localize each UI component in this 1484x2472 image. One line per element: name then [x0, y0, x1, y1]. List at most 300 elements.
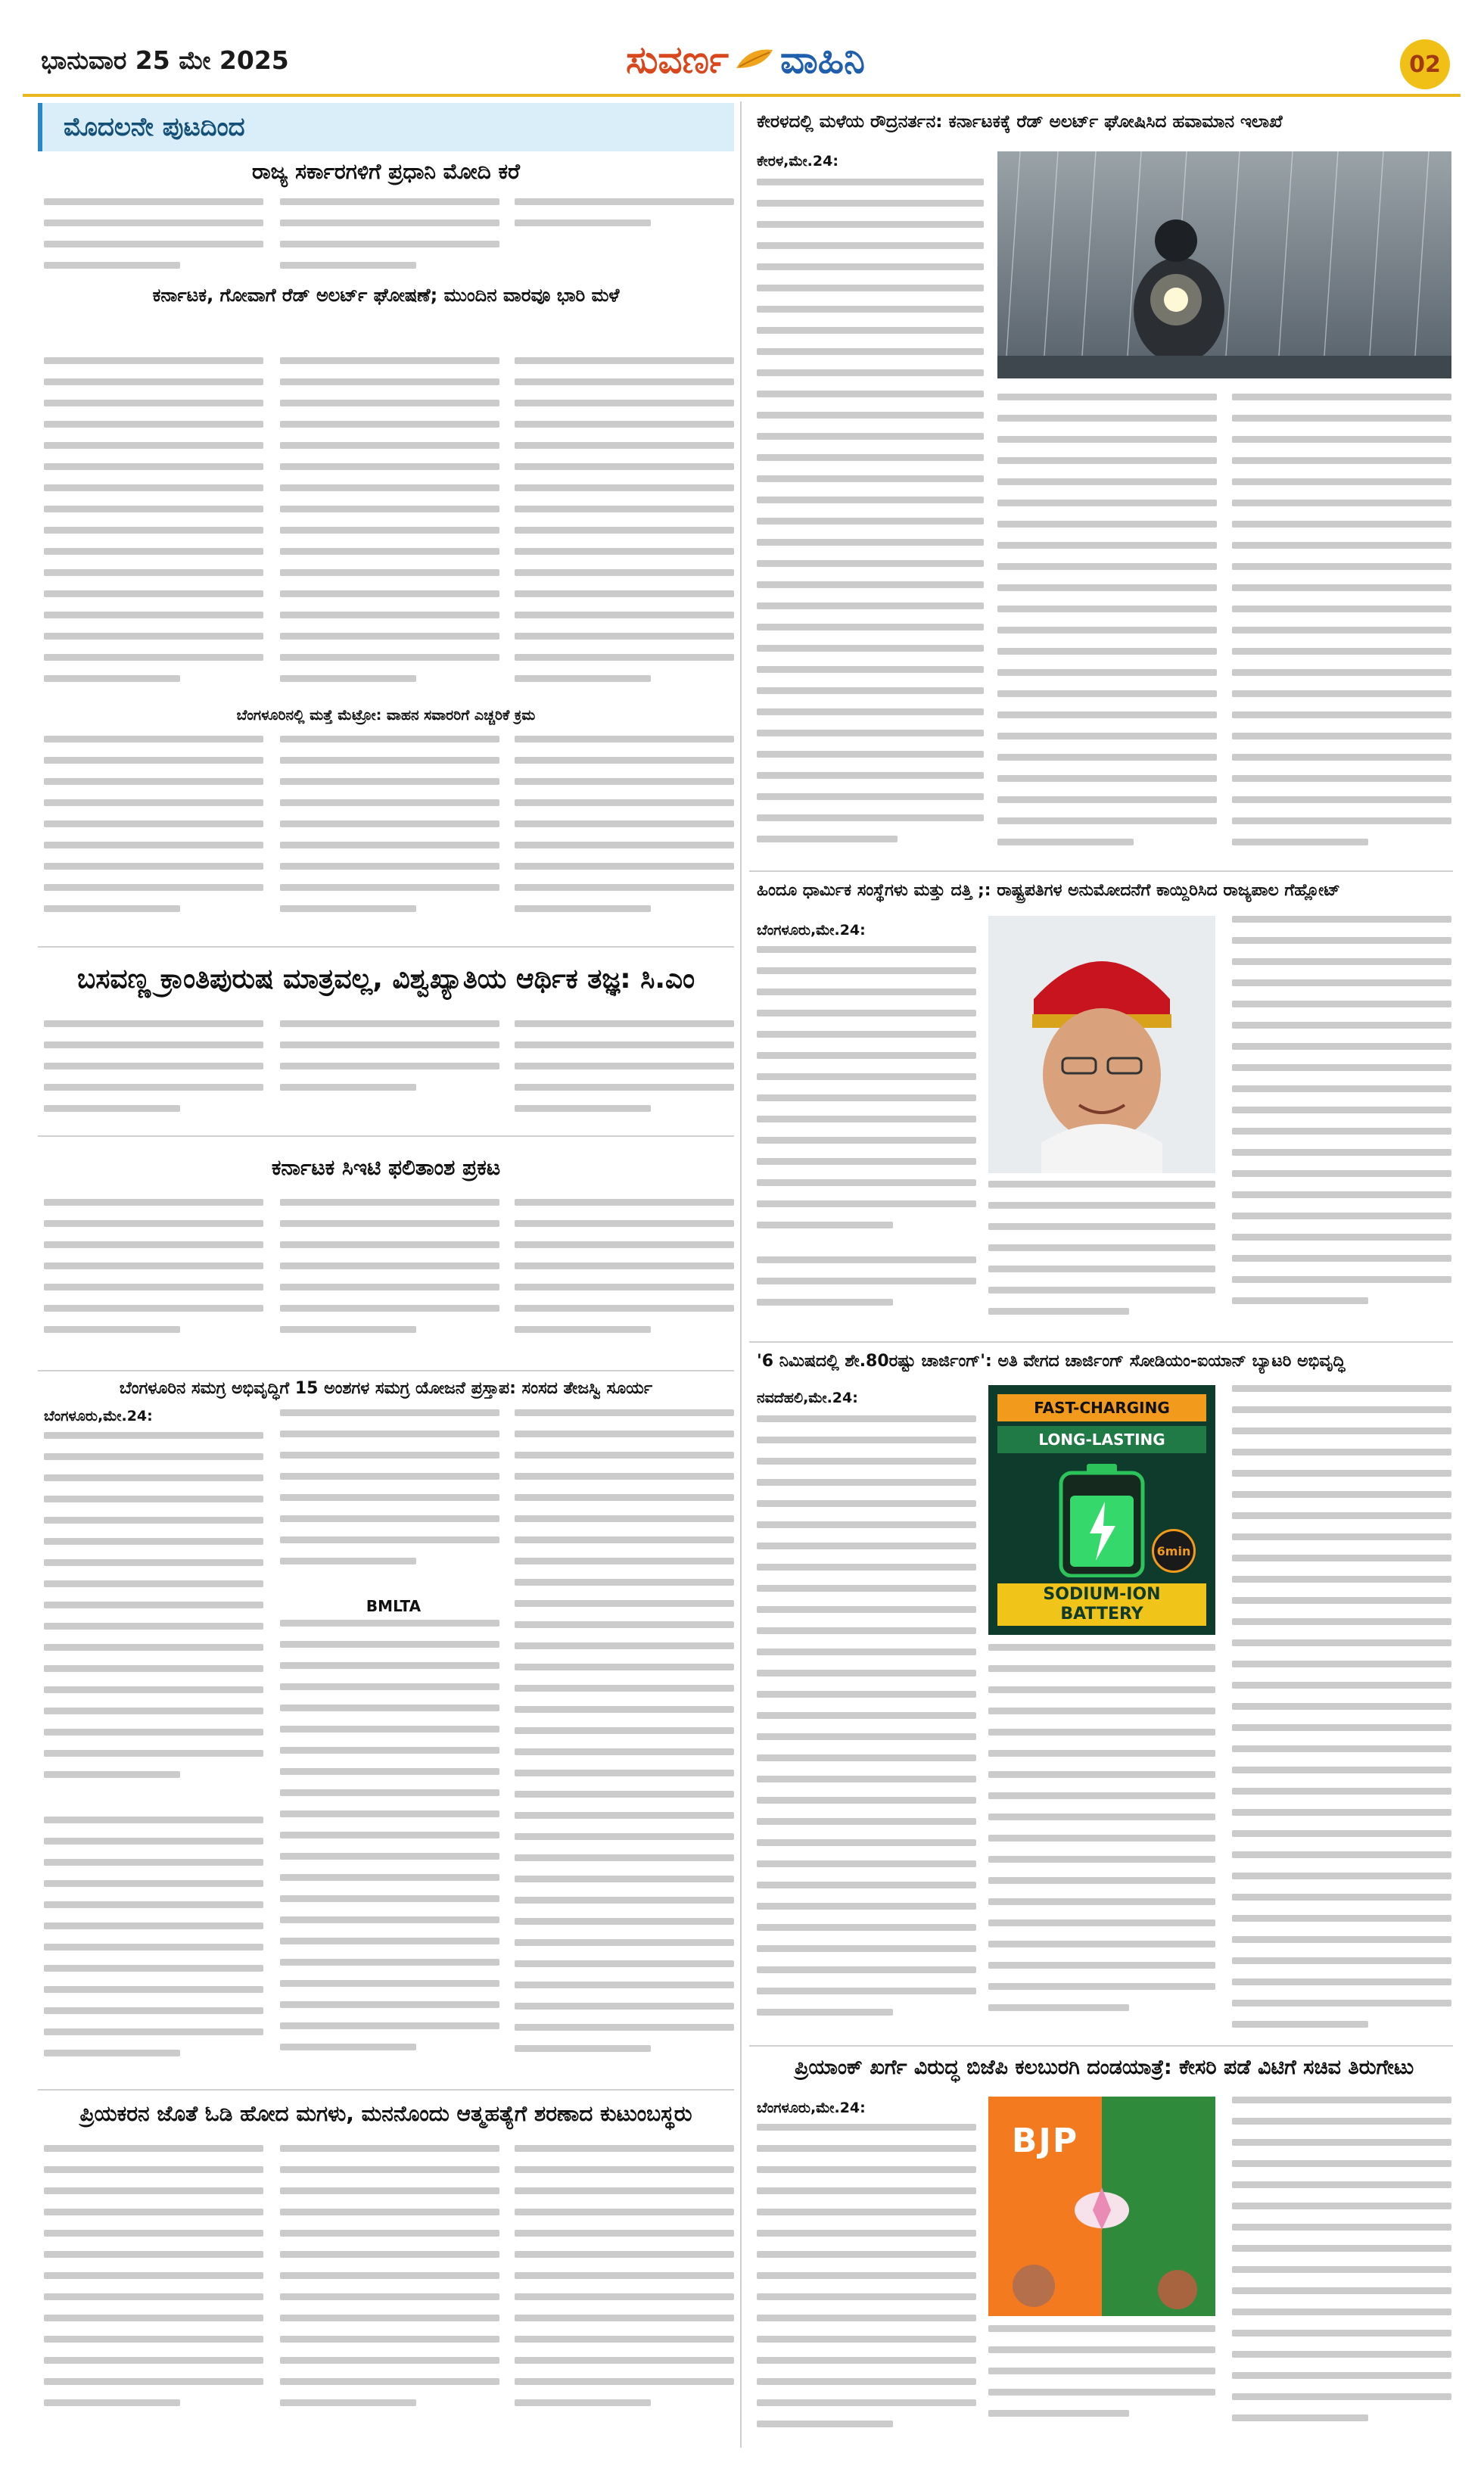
text-line [757, 1733, 976, 1740]
text-line [280, 1853, 499, 1860]
text-line [757, 539, 984, 546]
text-line [757, 221, 984, 228]
text-line [1232, 1957, 1451, 1964]
bjp-flag-letters: BJP [1011, 2122, 1079, 2160]
text-line [280, 1409, 499, 1416]
text-line [757, 327, 984, 334]
text-line [280, 1641, 499, 1648]
rain-motorcycle-photo [997, 151, 1451, 378]
text-line [997, 606, 1217, 612]
text-line [757, 1818, 976, 1825]
text-line [280, 2145, 499, 2152]
text-line [997, 711, 1217, 718]
text-line [997, 415, 1217, 422]
article-headline: ಪ್ರಿಯಾಂಕ್ ಖರ್ಗೆ ವಿರುದ್ಧ ಬಿಜೆಪಿ ಕಲಬುರಗಿ ದಂಡಯಾತ್ರೆ: ಕೇಸರಿ ಪಡೆ ವಿಟಿಗೆ ಸಚಿವ ತಿರುಗೇಟು [795, 2056, 1414, 2079]
text-line [1232, 1639, 1451, 1646]
bjp-flag-photo [988, 2097, 1215, 2316]
text-line [757, 2399, 976, 2406]
text-line [757, 1256, 976, 1263]
text-line [44, 1538, 263, 1545]
text-line [757, 1116, 976, 1122]
text-line [280, 2209, 499, 2215]
article-dateline: ಬೆಂಗಳೂರು,ಮೇ.24: [757, 922, 866, 939]
text-line [280, 736, 499, 743]
text-line [757, 518, 984, 525]
page-number-badge: 02 [1400, 39, 1450, 89]
text-line [280, 442, 499, 449]
text-line [44, 1305, 263, 1312]
article-text [280, 1199, 499, 1350]
text-line [515, 442, 734, 449]
text-line [44, 2315, 263, 2321]
article-text [280, 1620, 499, 2074]
text-line [44, 241, 263, 248]
text-line [757, 433, 984, 440]
text-line [280, 1536, 499, 1543]
text-line [515, 1642, 734, 1649]
article-text [757, 1415, 976, 2036]
text-line [44, 219, 263, 226]
text-line [44, 548, 263, 555]
text-line [1232, 1512, 1451, 1519]
text-line [280, 1705, 499, 1711]
text-line [515, 842, 734, 848]
text-line [280, 421, 499, 428]
text-line [515, 1791, 734, 1798]
text-line [757, 1945, 976, 1952]
text-line [997, 521, 1217, 528]
article-text [1232, 1385, 1451, 2036]
text-line [757, 1627, 976, 1634]
text-line [1232, 606, 1451, 612]
text-line [988, 2325, 1215, 2332]
text-line [757, 560, 984, 567]
text-line [280, 548, 499, 555]
text-line [44, 2378, 263, 2385]
text-line [757, 1521, 976, 1528]
text-line [515, 1579, 734, 1586]
text-line [757, 2293, 976, 2300]
text-line [280, 1620, 499, 1627]
text-line [1232, 958, 1451, 965]
text-line [997, 754, 1217, 761]
text-line [44, 1708, 263, 1714]
text-line [757, 2272, 976, 2279]
text-line [280, 1810, 499, 1817]
text-line [515, 1452, 734, 1459]
text-line [757, 2124, 976, 2131]
text-line [1232, 584, 1451, 591]
text-line [280, 2399, 416, 2406]
text-line [280, 1747, 499, 1754]
text-line [1232, 394, 1451, 400]
text-line [44, 820, 263, 827]
article-text [1232, 394, 1451, 863]
text-line [515, 675, 651, 682]
text-line [44, 1262, 263, 1269]
text-line [44, 569, 263, 576]
text-line [757, 666, 984, 673]
text-line [1232, 1001, 1451, 1007]
text-line [1232, 1830, 1451, 1837]
text-line [44, 1326, 180, 1333]
text-line [997, 690, 1217, 697]
text-line [515, 1960, 734, 1967]
text-line [280, 1832, 499, 1838]
text-line [280, 612, 499, 618]
logo-part2: ವಾಹಿನಿ [780, 37, 865, 82]
text-line [515, 484, 734, 491]
text-line [44, 1496, 263, 1502]
text-line [280, 590, 499, 597]
text-line [757, 2315, 976, 2321]
masthead [0, 0, 1484, 98]
text-line [997, 394, 1217, 400]
text-line [988, 1814, 1215, 1820]
text-line [44, 633, 263, 640]
text-line [988, 1771, 1215, 1778]
text-line [515, 421, 734, 428]
text-line [988, 1941, 1215, 1947]
text-line [1232, 457, 1451, 464]
text-line [1232, 2245, 1451, 2252]
text-line [280, 262, 416, 269]
text-line [1232, 1936, 1451, 1943]
text-line [1232, 1873, 1451, 1879]
article-text [280, 2145, 499, 2433]
text-line [515, 2357, 734, 2364]
text-line [1232, 2160, 1451, 2167]
article-headline: ರಾಜ್ಯ ಸರ್ಕಾರಗಳಿಗೆ ಪ್ರಧಾನಿ ಮೋದಿ ಕರೆ [251, 159, 521, 184]
text-line [515, 2272, 734, 2279]
text-line [1232, 839, 1368, 845]
text-line [997, 478, 1217, 485]
text-line [757, 1606, 976, 1613]
article-separator [38, 946, 734, 948]
text-line [280, 1220, 499, 1227]
text-line [515, 1063, 734, 1069]
text-line [44, 1965, 263, 1972]
text-line [1232, 2351, 1451, 2358]
text-line [997, 733, 1217, 739]
text-line [515, 1431, 734, 1437]
text-line [515, 1982, 734, 1988]
text-line [515, 219, 651, 226]
text-line [44, 2145, 263, 2152]
article-text [280, 357, 499, 698]
text-line [44, 1750, 263, 1757]
text-line [44, 2166, 263, 2173]
text-line [1232, 478, 1451, 485]
text-line [280, 1789, 499, 1796]
text-line [515, 757, 734, 764]
text-line [44, 905, 180, 912]
text-line [988, 1856, 1215, 1863]
text-line [988, 1665, 1215, 1672]
text-line [757, 1797, 976, 1804]
text-line [44, 884, 263, 891]
text-line [757, 687, 984, 694]
text-line [280, 1662, 499, 1669]
text-line [515, 1918, 734, 1925]
text-line [757, 967, 976, 974]
text-line [515, 2336, 734, 2343]
text-line [757, 2145, 976, 2152]
text-line [44, 2209, 263, 2215]
text-line [280, 1084, 416, 1091]
text-line [515, 463, 734, 470]
text-line [280, 569, 499, 576]
text-line [515, 357, 734, 364]
text-line [757, 1585, 976, 1592]
text-line [44, 2336, 263, 2343]
text-line [44, 198, 263, 205]
battery-tag-fast: FAST-CHARGING [997, 1394, 1206, 1421]
text-line [280, 198, 499, 205]
text-line [280, 1473, 499, 1480]
article-headline: ಬಸವಣ್ಣ ಕ್ರಾಂತಿಪುರುಷ ಮಾತ್ರವಲ್ಲ, ವಿಶ್ವಖ್ಯಾತಿಯ ಆರ್ಥಿಕ ತಜ್ಞ: ಸಿ.ಎಂ [76, 964, 695, 995]
text-line [1232, 1427, 1451, 1434]
text-line [515, 2187, 734, 2194]
text-line [515, 1262, 734, 1269]
text-line [1232, 916, 1451, 923]
text-line [988, 1792, 1215, 1799]
text-line [988, 1244, 1215, 1251]
text-line [988, 1266, 1215, 1272]
text-line [44, 1241, 263, 1248]
text-line [44, 1432, 263, 1439]
text-line [1232, 1788, 1451, 1795]
text-line [988, 1181, 1215, 1188]
text-line [757, 1073, 976, 1080]
column-divider [740, 101, 742, 2448]
article-text [44, 736, 263, 932]
text-line [988, 1898, 1215, 1905]
text-line [44, 612, 263, 618]
text-line [515, 2251, 734, 2258]
text-line [515, 1558, 734, 1564]
text-line [280, 820, 499, 827]
text-line [757, 1966, 976, 1973]
text-line [515, 548, 734, 555]
text-line [757, 1458, 976, 1465]
text-line [515, 1748, 734, 1755]
text-line [757, 454, 984, 461]
text-line [44, 1063, 263, 1069]
text-line [757, 602, 984, 609]
text-line [44, 1901, 263, 1908]
text-line [1232, 627, 1451, 634]
text-line [757, 1924, 976, 1931]
article-text [1232, 916, 1451, 1332]
text-line [1232, 2118, 1451, 2125]
text-line [988, 1644, 1215, 1651]
text-line [997, 839, 1134, 845]
text-line [44, 1922, 263, 1929]
text-line [44, 1517, 263, 1524]
text-line [515, 527, 734, 534]
text-line [44, 1559, 263, 1566]
text-line [757, 1670, 976, 1677]
text-line [280, 2336, 499, 2343]
text-line [757, 348, 984, 355]
text-line [1232, 2021, 1368, 2028]
text-line [280, 1241, 499, 1248]
text-line [757, 263, 984, 270]
text-line [515, 1199, 734, 1206]
text-line [44, 1665, 263, 1672]
text-line [757, 1437, 976, 1443]
text-line [1232, 1894, 1451, 1901]
article-dateline: ನವದೆಹಲಿ,ಮೇ.24: [757, 1390, 858, 1406]
text-line [280, 1683, 499, 1690]
text-line [997, 457, 1217, 464]
text-line [280, 863, 499, 870]
text-line [280, 1284, 499, 1290]
text-line [1232, 2372, 1451, 2379]
article-separator [38, 1135, 734, 1137]
article-text [988, 1644, 1215, 2038]
text-line [757, 391, 984, 397]
article-text [515, 1409, 734, 2075]
article-text [1232, 2097, 1451, 2437]
article-text [515, 1020, 734, 1119]
text-line [515, 1536, 734, 1543]
article-text [280, 1409, 499, 1591]
text-line [997, 563, 1217, 570]
text-line [44, 842, 263, 848]
article-text [515, 2145, 734, 2433]
text-line [515, 863, 734, 870]
text-line [515, 2293, 734, 2300]
text-line [44, 506, 263, 512]
text-line [280, 2230, 499, 2237]
text-line [44, 1020, 263, 1027]
text-line [1232, 2309, 1451, 2315]
text-line [44, 1284, 263, 1290]
text-line [757, 1137, 976, 1144]
article-text [757, 2124, 976, 2442]
text-line [757, 1094, 976, 1101]
text-line [280, 1938, 499, 1944]
text-line [515, 2145, 734, 2152]
article-headline: ಕೇರಳದಲ್ಲಿ ಮಳೆಯ ರೌದ್ರನರ್ತನ: ಕರ್ನಾಟಕಕ್ಕೆ ರೆಡ್ ಅಲರ್ಟ್ ಘೋಷಿಸಿದ ಹವಾಮಾನ ಇಲಾಖೆ [757, 112, 1283, 132]
text-line [280, 241, 499, 248]
text-line [280, 654, 499, 661]
text-line [515, 778, 734, 785]
text-line [997, 775, 1217, 782]
text-line [515, 2399, 651, 2406]
text-line [1232, 1809, 1451, 1816]
text-line [1232, 2139, 1451, 2146]
article-headline: '6 ನಿಮಿಷದಲ್ಲಿ ಶೇ.80ರಷ್ಟು ಚಾರ್ಜಿಂಗ್': ಅತಿ ವೇಗದ ಚಾರ್ಜಿಂಗ್ ಸೋಡಿಯಂ-ಐಯಾನ್ ಬ್ಯಾಟರಿ ಅಭಿವೃದ್ಧಿ [757, 1352, 1346, 1371]
text-line [757, 2230, 976, 2237]
text-line [1232, 1555, 1451, 1561]
text-line [280, 2251, 499, 2258]
text-line [280, 675, 416, 682]
text-line [1232, 1851, 1451, 1858]
text-line [515, 1770, 734, 1776]
text-line [515, 1939, 734, 1946]
text-line [280, 1305, 499, 1312]
text-line [515, 2045, 651, 2052]
text-line [988, 1223, 1215, 1230]
text-line [44, 1453, 263, 1460]
text-line [515, 1284, 734, 1290]
leaf-icon [733, 45, 776, 74]
text-line [1232, 2266, 1451, 2273]
text-line [44, 2050, 180, 2056]
text-line [44, 2272, 263, 2279]
text-line [988, 1729, 1215, 1736]
text-line [44, 675, 180, 682]
article-separator [749, 2045, 1453, 2047]
text-line [1232, 1191, 1451, 1198]
text-line [280, 1959, 499, 1966]
text-line [280, 1020, 499, 1027]
text-line [757, 1179, 976, 1186]
text-line [44, 262, 180, 269]
text-line [44, 1944, 263, 1951]
text-line [988, 2004, 1129, 2011]
text-line [1232, 1576, 1451, 1583]
article-separator [38, 1370, 734, 1371]
text-line [757, 708, 984, 715]
text-line [515, 2315, 734, 2321]
text-line [988, 1750, 1215, 1757]
text-line [280, 378, 499, 385]
text-line [515, 1515, 734, 1522]
article-separator [749, 870, 1453, 872]
text-line [1232, 711, 1451, 718]
text-line [1232, 521, 1451, 528]
text-line [757, 1031, 976, 1038]
battery-icon [1056, 1464, 1147, 1577]
text-line [757, 2009, 893, 2016]
text-line [997, 796, 1217, 803]
text-line [997, 627, 1217, 634]
text-line [997, 648, 1217, 655]
text-line [988, 1983, 1215, 1990]
article-text [44, 2145, 263, 2433]
article-headline: ಕರ್ನಾಟಕ ಸಿಇಟಿ ಫಲಿತಾಂಶ ಪ್ರಕಟ [271, 1155, 501, 1180]
text-line [44, 1041, 263, 1048]
text-line [988, 1686, 1215, 1693]
text-line [515, 799, 734, 806]
text-line [44, 2293, 263, 2300]
text-line [515, 1241, 734, 1248]
text-line [757, 1903, 976, 1910]
article-headline: ಪ್ರಿಯಕರನ ಜೊತೆ ಓಡಿ ಹೋದ ಮಗಳು, ಮನನೊಂದು ಆತ್ಮಹತ್ಯೆಗೆ ಶರಣಾದ ಕುಟುಂಬಸ್ಥರು [79, 2101, 692, 2126]
text-line [515, 1409, 734, 1416]
battery-label-2: BATTERY [1060, 1605, 1143, 1624]
text-line [1232, 1149, 1451, 1156]
text-line [757, 1278, 976, 1284]
article-headline: ಕರ್ನಾಟಕ, ಗೋವಾಗೆ ರೆಡ್ ಅಲರ್ಟ್ ಘೋಷಣೆ; ಮುಂದಿನ ವಾರವೂ ಭಾರಿ ಮಳೆ [152, 285, 620, 306]
text-line [757, 1543, 976, 1549]
text-line [1232, 1255, 1451, 1262]
text-line [1232, 2000, 1451, 2007]
text-line [1232, 1597, 1451, 1604]
text-line [988, 2368, 1215, 2374]
article-text [988, 2325, 1215, 2439]
article-text [515, 198, 734, 244]
text-line [280, 633, 499, 640]
article-text [757, 1256, 976, 1325]
text-line [515, 1854, 734, 1861]
article-text [280, 198, 499, 274]
battery-label-1: SODIUM-ION [1043, 1585, 1161, 1604]
